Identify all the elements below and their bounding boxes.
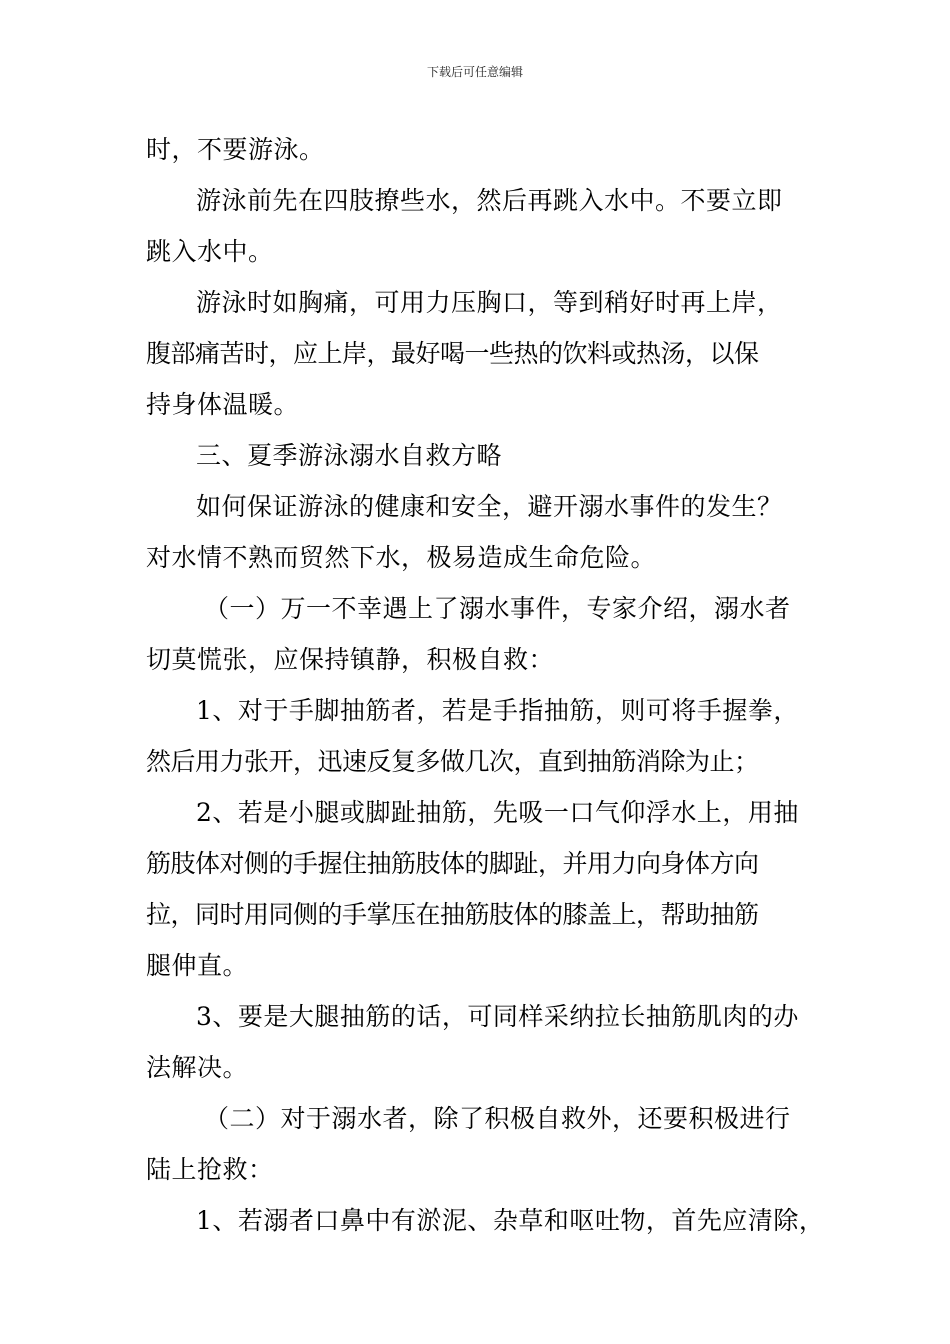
text-line: 如何保证游泳的健康和安全，避开溺水事件的发生？ (196, 492, 783, 521)
text-line: 游泳前先在四肢撩些水，然后再跳入水中。不要立即 (196, 186, 783, 215)
text-line: 1、对于手脚抽筋者，若是手指抽筋，则可将手握拳， (196, 696, 799, 725)
page-header-note: 下载后可任意编辑 (426, 65, 523, 79)
text-line: 腿伸直。 (146, 951, 249, 980)
text-line: 拉，同时用同侧的手掌压在抽筋肢体的膝盖上，帮助抽筋 (146, 900, 759, 929)
text-line: （一）万一不幸遇上了溺水事件，专家介绍，溺水者 (204, 594, 791, 623)
text-line: 持身体温暖。 (146, 390, 300, 419)
text-line: 陆上抢救： (146, 1155, 274, 1184)
text-line: 切莫慌张，应保持镇静，积极自救： (146, 645, 555, 674)
document-body (146, 124, 825, 1246)
text-line: 时，不要游泳。 (146, 135, 325, 164)
text-line: 然后用力张开，迅速反复多做几次，直到抽筋消除为止； (146, 747, 759, 776)
text-line: 3、要是大腿抽筋的话，可同样采纳拉长抽筋肌肉的办 (196, 1002, 799, 1031)
text-line: 跳入水中。 (146, 237, 274, 266)
text-line: （二）对于溺水者，除了积极自救外，还要积极进行 (204, 1104, 791, 1133)
text-line: 腹部痛苦时，应上岸，最好喝一些热的饮料或热汤，以保 (146, 339, 759, 368)
text-line: 游泳时如胸痛，可用力压胸口，等到稍好时再上岸， (196, 288, 783, 317)
text-line: 对水情不熟而贸然下水，极易造成生命危险。 (146, 543, 657, 572)
text-line: 1、若溺者口鼻中有淤泥、杂草和呕吐物，首先应清除， (196, 1206, 825, 1235)
text-line: 筋肢体对侧的手握住抽筋肢体的脚趾，并用力向身体方向 (146, 849, 759, 878)
text-line: 2、若是小腿或脚趾抽筋，先吸一口气仰浮水上，用抽 (196, 798, 799, 827)
section-heading: 三、夏季游泳溺水自救方略 (196, 441, 503, 470)
text-line: 法解决。 (146, 1053, 249, 1082)
